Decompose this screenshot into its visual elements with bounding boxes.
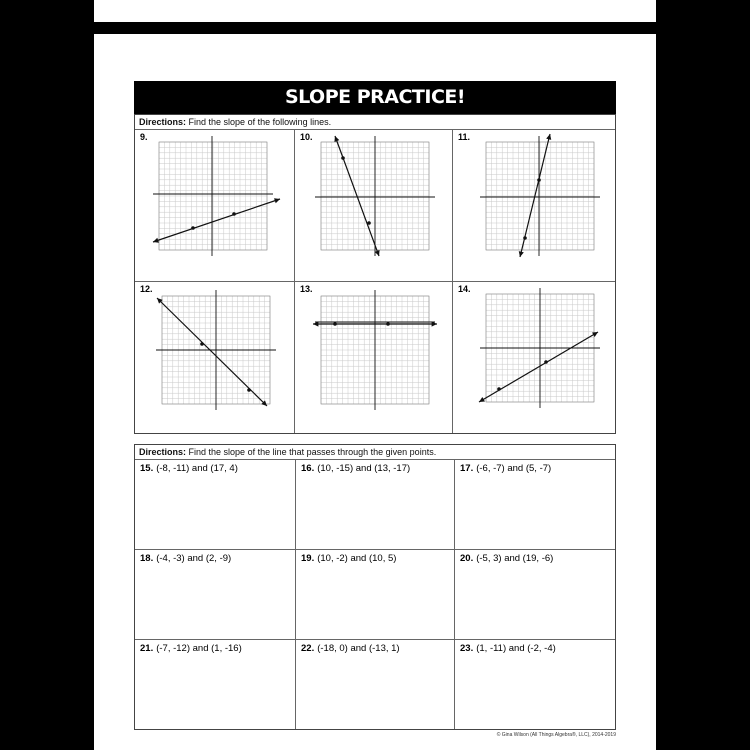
problem-number: 22. (301, 643, 315, 654)
point-problems-section (134, 444, 616, 730)
plotted-point (367, 221, 371, 225)
graph-9 (135, 130, 294, 282)
page-title: SLOPE PRACTICE! (134, 81, 616, 114)
problem-points: (-6, -7) and (5, -7) (476, 463, 552, 474)
problem-points: (-7, -12) and (1, -16) (156, 643, 242, 654)
problem-23 (455, 639, 615, 729)
directions-label: Directions: (139, 447, 187, 457)
plotted-point (247, 388, 251, 392)
problem-number: 13. (300, 284, 313, 294)
arrowhead (153, 238, 159, 243)
plotted-point (341, 156, 345, 160)
graph-problems-section (134, 114, 616, 434)
problem-13 (294, 281, 453, 433)
problem-number: 19. (301, 553, 315, 564)
directions-label: Directions: (139, 117, 187, 127)
problem-number: 18. (140, 553, 154, 564)
problem-number: 14. (458, 284, 471, 294)
worksheet-page (94, 34, 656, 750)
plotted-point (523, 236, 527, 240)
problem-number: 10. (300, 132, 313, 142)
plotted-point (544, 360, 548, 364)
copyright-notice: © Gina Wilson (All Things Algebra®, LLC), 2014-2019 (496, 732, 616, 738)
arrowhead (274, 198, 280, 203)
problem-points: (-4, -3) and (2, -9) (156, 553, 232, 564)
problem-21 (135, 639, 295, 729)
problem-22 (295, 639, 455, 729)
problem-number: 15. (140, 463, 154, 474)
problem-10 (294, 129, 453, 281)
graph-12 (135, 282, 294, 434)
problem-12 (135, 281, 294, 433)
problem-11 (453, 129, 615, 281)
arrowhead (519, 251, 524, 257)
problem-14 (453, 281, 615, 433)
directions-text: Find the slope of the line that passes through the given points. (188, 447, 437, 457)
problem-points: (-5, 3) and (19, -6) (476, 553, 554, 564)
plotted-point (200, 342, 204, 346)
plotted-point (333, 322, 337, 326)
problem-number: 11. (458, 132, 471, 142)
problem-number: 20. (460, 553, 474, 564)
problem-9 (135, 129, 294, 281)
graph-10 (295, 130, 454, 282)
problem-points: (-8, -11) and (17, 4) (156, 463, 238, 474)
problem-16 (295, 459, 455, 549)
section1-directions (139, 117, 331, 127)
graph-11 (453, 130, 615, 282)
problem-number: 23. (460, 643, 474, 654)
problem-points: (10, -15) and (13, -17) (317, 463, 411, 474)
problem-17 (455, 459, 615, 549)
graph-14 (453, 282, 615, 434)
problem-points: (-18, 0) and (-13, 1) (317, 643, 400, 654)
problem-points: (10, -2) and (10, 5) (317, 553, 397, 564)
plotted-point (497, 387, 501, 391)
problem-points: (1, -11) and (-2, -4) (476, 643, 556, 654)
problem-number: 17. (460, 463, 474, 474)
previous-page-edge (94, 0, 656, 22)
directions-text: Find the slope of the following lines. (188, 117, 332, 127)
problem-number: 16. (301, 463, 315, 474)
graph-13 (295, 282, 454, 434)
problem-20 (455, 549, 615, 639)
section2-directions (139, 447, 436, 457)
plotted-point (232, 212, 236, 216)
graph-grid (135, 129, 615, 434)
plotted-point (191, 226, 195, 230)
plotted-line (153, 199, 280, 242)
plotted-point (386, 322, 390, 326)
plotted-point (537, 178, 541, 182)
problem-18 (135, 549, 295, 639)
problem-number: 21. (140, 643, 154, 654)
problem-number: 12. (140, 284, 153, 294)
problem-15 (135, 459, 295, 549)
problem-19 (295, 549, 455, 639)
problem-number: 9. (140, 132, 148, 142)
arrowhead (546, 134, 551, 140)
